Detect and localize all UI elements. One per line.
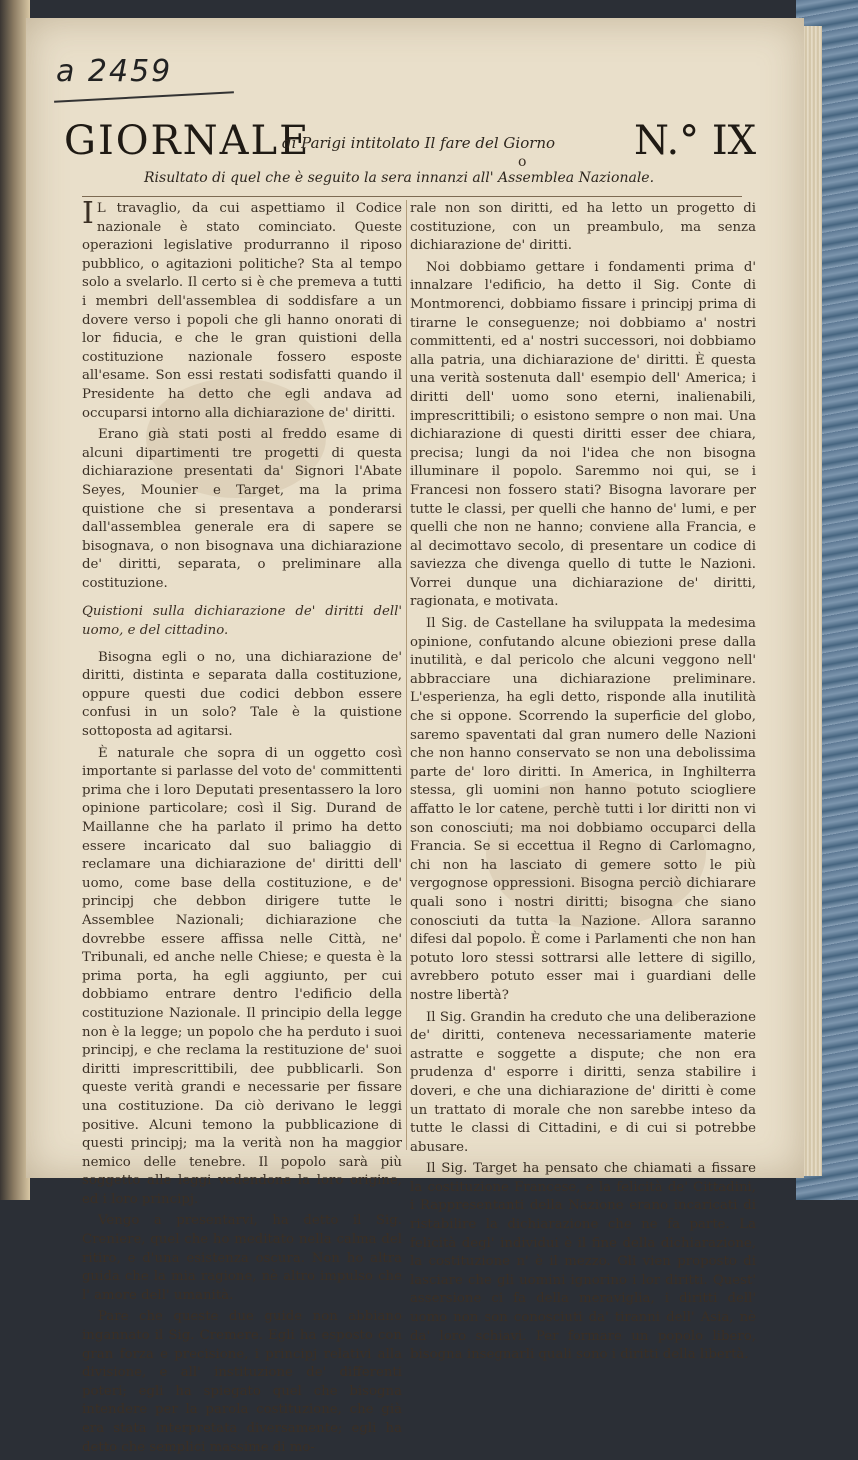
manuscript-shelfmark: a 2459: [56, 54, 173, 89]
issue-summary: Risultato di quel che è seguito la sera innanzi all' Assemblea Nazionale.: [144, 170, 655, 186]
paragraph: IL travaglio, da cui aspettiamo il Codice nazionale è stato cominciato. Queste operazioni legislative produrranno il riposo pubblico, o agitazioni politiche? Sta al tempo solo a svelarlo. Il certo si è che premeva a tutti i membri dell'assemblea di soddisfare a un dovere verso i popoli che gli hanno onorati di lor fiducia, e che le gran quistioni della costituzione nazionale fossero esposte all'esame. Son essi restati sodisfatti quando il Presidente ha detto che egli andava ad occuparsi intorno alla dichiarazione de' diritti.: [82, 196, 402, 421]
paragraph: È naturale che sopra di un oggetto così importante si parlasse del voto de' committenti prima che i loro Deputati presentassero la loro opinione particolare; così il Sig. Durand de Maillanne che ha parlato il primo ha detto essere incaricato dal suo baliaggio di reclamare una dichiarazione de' diritti dell' uomo, come base della costituzione, e de' principj che debbon dirigere tutte le Assemblee Nazionali; dichiarazione che dovrebbe essere affissa nelle Città, ne' Tribunali, ed anche nelle Chiese; e questa è la prima porta, ha egli aggiunto, per cui dobbiamo entrare dentro l'edificio della costituzione Nazionale. Il principio della legge non è la legge; un popolo che ha perduto i suoi principj, e che reclama la restituzione de' suoi diritti imprescrittibili, dee pubblicarli. Son queste verità grandi e necessarie per fissare una costituzione. Da ciò derivano le leggi positive. Alcuni temono la pubblicazione di questi principj; ma la verità non ha maggior nemico delle tenebre. Il popolo sarà più soggetto alle leggi vedendone la loro origine, ed i loro principj.: [82, 745, 402, 1207]
paragraph: Il Sig. Grandin ha creduto che una deliberazione de' diritti, conteneva necessariamente materie astratte e soggette a dispute; che non era prudenza d' esporre i diritti, senza stabilire i doveri, e che una dichiarazione de' diritti è come un trattato di morale che non sarebbe inteso da tutte le classi di Cittadini, e di cui si potrebbe abusare.: [410, 1009, 756, 1155]
paragraph: Il Sig. de Castellane ha sviluppata la medesima opinione, confutando alcune obiezioni prese dalla inutilità, e dal pericolo che alcuni veggono nell' abbracciare una dichiarazione preliminare. L'esperienza, ha egli detto, risponde alla inutilità che si oppone. Scorrendo la superficie del globo, saremo spaventati dal gran numero delle Nazioni che non hanno conservato se non una debolissima parte de' loro diritti. In America, in Inghilterra stessa, gli uomini non hanno potuto sciogliere affatto le lor catene, perchè tutti i lor diritti non vi son conosciuti; ma noi dobbiamo occuparci della Francia. Se si eccettua il Regno di Carlomagno, chi non ha lasciato di gemere sotto le più vergognose oppressioni. Bisogna perciò dichiarare quali sono i nostri diritti; bisogna che siano conosciuti da tutta la Nazione. Allora saranno difesi dal popolo. È come i Parlamenti che non han potuto loro stessi sottrarsi alle lettere di sigillo, avrebbero potuto esser mai i guardiani delle nostre libertà?: [410, 616, 756, 1003]
masthead-title: GIORNALE: [64, 118, 311, 164]
column-divider: [406, 200, 407, 1150]
manuscript-underline: [54, 91, 234, 102]
masthead-subtitle: di Parigi intitolato Il fare del Giorno: [282, 134, 556, 152]
section-heading: Quistioni sulla dichiarazione de' diritti dell' uomo, e del cittadino.: [82, 604, 402, 639]
paragraph: Vengo a presentarvi, ha detto il Sig. Creniere, quel che ho meditato nella calma del ritiro, e d'una esistenza oscura. Non ho altra guida che la mia ragione, nè altro impulso che l' amore dell' umanità.: [82, 1213, 402, 1303]
paragraph: Pare che queste due guide non abbiano ingannato il Sig. Cremere. Egli ha esposto con gran forza e precisione, i principj relativi alla divisione, e all' instituzione de' differenti poteri; egli ha spiegato quel che bisogna intendere per la parola costituzione, che già era stata interpretata diversamente; egli ha detto che semplici massime di mo-: [82, 1309, 402, 1455]
paragraph: Erano già stati posti al freddo esame di alcuni dipartimenti tre progetti di questa dichiarazione presentati da' Signori l'Abate Seyes, Mounier e Target, ma la prima quistione che si presentava a ponderarsi dall'assemblea generale era di sapere se bisognava, o non bisognava una dichiarazione de' diritti, separata, o preliminare alla costituzione.: [82, 427, 402, 591]
paragraph: Il Sig. Target ha pensato che chiamati a fissare la costituzione Francese, e la felicità de' Cittadini, i Rappresentanti della Nazione erano incaricati di ristabilire la dichiarazione che ne fa parte. La felicità degl' individui è il fine della dichiarazione, la costituzione n' è il mezzo. Gli vien proposto di lasciare che gli uomini ignorino i lor diritti. Quest' assersione ci fa della meraviglia, i diritti dell' uomo non son conosciuti da' tiranni dell' Asia, nè da' loro schiavi. Per formare un popolo libero, bisogna insegnarli quali sono i diritti della libertà.: [410, 1161, 756, 1363]
paragraph: Noi dobbiamo gettare i fondamenti prima d' innalzare l'edificio, ha detto il Sig. Conte di Montmorenci, dobbiamo fissare i principj prima di tirarne le conseguenze; noi dobbiamo a' nostri committenti, ed a' nostri successori, noi dobbiamo alla patria, una dichiarazione de' diritti. È questa una verità sostenuta dall' esempio dell' America; i diritti dell' uomo sono eterni, inalienabili, imprescrittibili; o esistono sempre o non mai. Una dichiarazione di questi diritti esser dee chiara, precisa; lungi da noi l'idea che non bisogna illuminare il popolo. Saremmo noi qui, se i Francesi non fossero stati? Bisogna lavorare per tutte le classi, per quelli che hanno de' lumi, e per quelli che non ne hanno; conviene alla Francia, e al decimottavo secolo, di presentare un codice di saviezza che divenga quello di tutte le Nazioni. Vorrei dunque una dichiarazione de' diritti, ragionata, e motivata.: [410, 259, 756, 610]
header-rule: [82, 196, 742, 197]
issue-number: N.° IX: [634, 118, 757, 164]
left-column: [82, 196, 402, 1460]
masthead: [64, 118, 764, 170]
paragraph: Bisogna egli o no, una dichiarazione de' diritti, distinta e separata dalla costituzione, oppure questi due codici debbon essere confusi in un solo? Tale è la quistione sottoposta ad agitarsi.: [82, 649, 402, 740]
paragraph: rale non son diritti, ed ha letto un progetto di costituzione, con un preambulo, ma senza dichiarazione de' diritti.: [410, 201, 756, 254]
newspaper-page: [26, 18, 804, 1455]
right-column: [410, 200, 756, 1368]
masthead-o: o: [518, 154, 527, 170]
